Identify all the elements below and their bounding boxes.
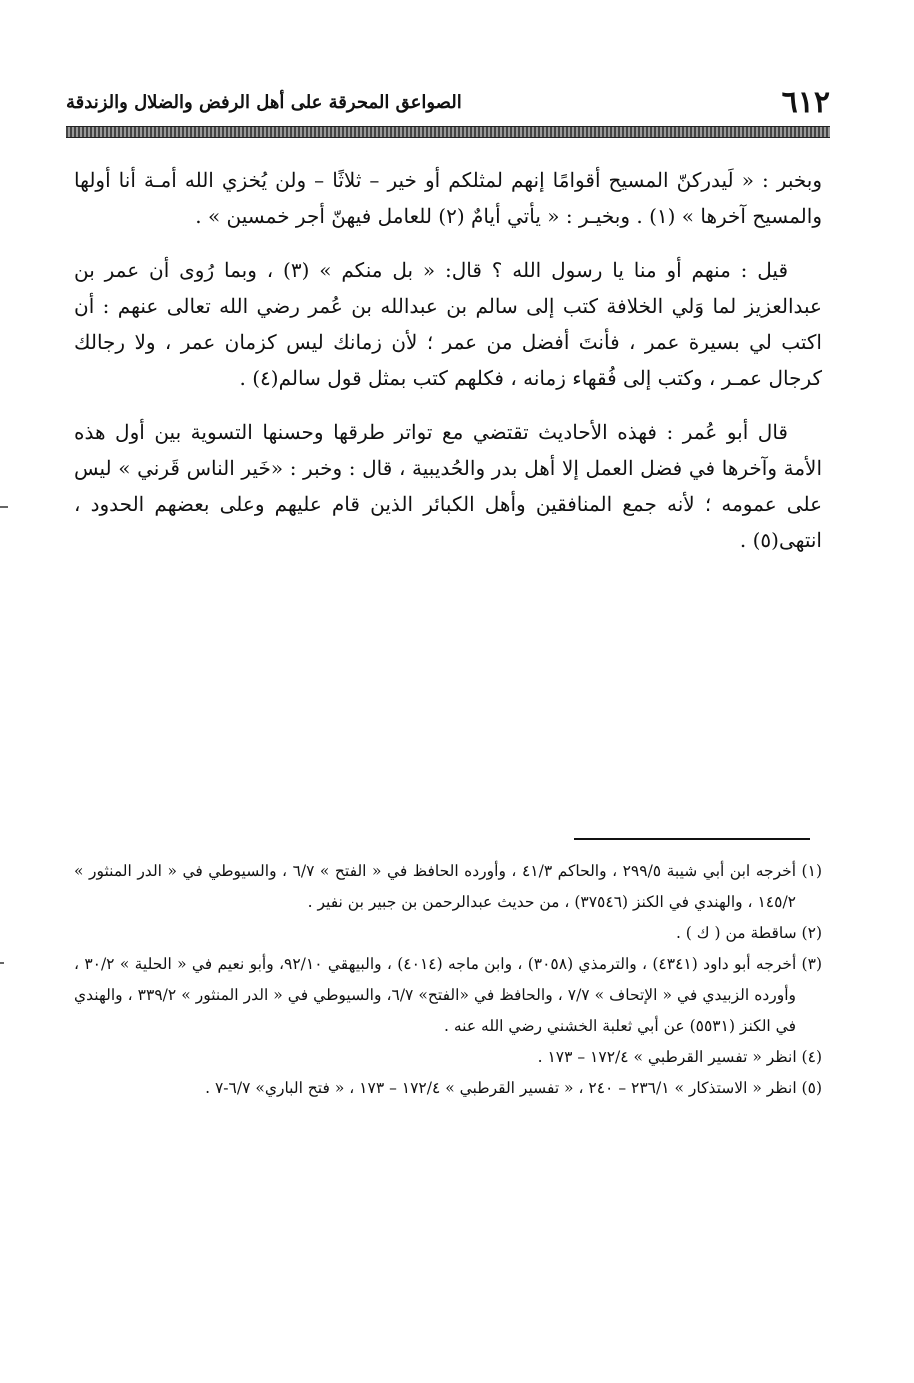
scan-margin-mark [0, 506, 8, 508]
footnote: (١) أخرجه ابن أبي شيبة ٢٩٩/٥ ، والحاكم ٤١/٣ ، وأورده الحافظ في « الفتح » ٦/٧ ، والسيوطي في « الدر المنثور » ١٤٥/٢ ، والهندي في الكنز (٣٧٥٤٦) ، من حديث عبدالرحمن بن جبير بن نفير . [74, 862, 822, 911]
body-paragraph: قيل : منهم أو منا يا رسول الله ؟ قال: « بل منكم » (٣) ، وبما رُوى أن عمر بن عبدالعزيز لما وَلي الخلافة كتب إلى سالم بن عبدالله بن عُمر رضي الله تعالى عنهم : أن اكتب لي بسيرة عمر ، فأنتَ أفضل من عمر ؛ لأن زمانك ليس كزمان عمر ، ولا رجالك كرجال عمـر ، وكتب إلى فُقهاء زمانه ، فكلهم كتب بمثل قول سالم(٤) . [74, 258, 822, 390]
running-title: الصواعق المحرقة على أهل الرفض والضلال والزندقة [66, 92, 462, 113]
body-text [74, 162, 822, 576]
page-number: ٦١٢ [781, 85, 830, 120]
body-paragraph: وبخبر : « لَيدركنّ المسيح أقوامًا إنهم لمثلكم أو خير – ثلاثًا – ولن يُخزي الله أمـة أنا أولها والمسيح آخرها » (١) . وبخيـر : « يأتي أيامٌ (٢) للعامل فيهنّ أجر خمسين » . [74, 168, 822, 228]
footnote-separator [574, 838, 810, 840]
footnotes [74, 856, 822, 1104]
footnote: (٢) ساقطة من ( ك ) . [675, 924, 822, 942]
body-paragraph: قال أبو عُمر : فهذه الأحاديث تقتضي مع تواتر طرقها وحسنها التسوية بين أول هذه الأمة وآخرها في فضل العمل إلا أهل بدر والحُديبية ، قال : وخبر : «خَير الناس قَرني » ليس على عمومه ؛ لأنه جمع المنافقين وأهل الكبائر الذين قام عليهم وعلى بعضهم الحدود ، انتهى(٥) . [74, 420, 822, 552]
footnote: (٤) انظر « تفسير القرطبي » ١٧٢/٤ – ١٧٣ . [537, 1048, 822, 1066]
footnote: (٥) انظر « الاستذكار » ٢٣٦/١ – ٢٤٠ ، « تفسير القرطبي » ١٧٢/٤ – ١٧٣ ، « فتح الباري» ٦/٧-٧ . [205, 1079, 822, 1097]
header-rule [66, 126, 830, 138]
scan-margin-mark [0, 962, 4, 964]
page-header [66, 86, 830, 122]
footnote: (٣) أخرجه أبو داود (٤٣٤١) ، والترمذي (٣٠٥٨) ، وابن ماجه (٤٠١٤) ، والبيهقي ٩٢/١٠، وأبو نعيم في « الحلية » ٣٠/٢ ، وأورده الزبيدي في « الإتحاف » ٧/٧ ، والحافظ في «الفتح» ٦/٧، والسيوطي في « الدر المنثور » ٣٣٩/٢ ، والهندي في الكنز (٥٥٣١) عن أبي ثعلبة الخشني رضي الله عنه . [74, 955, 822, 1035]
